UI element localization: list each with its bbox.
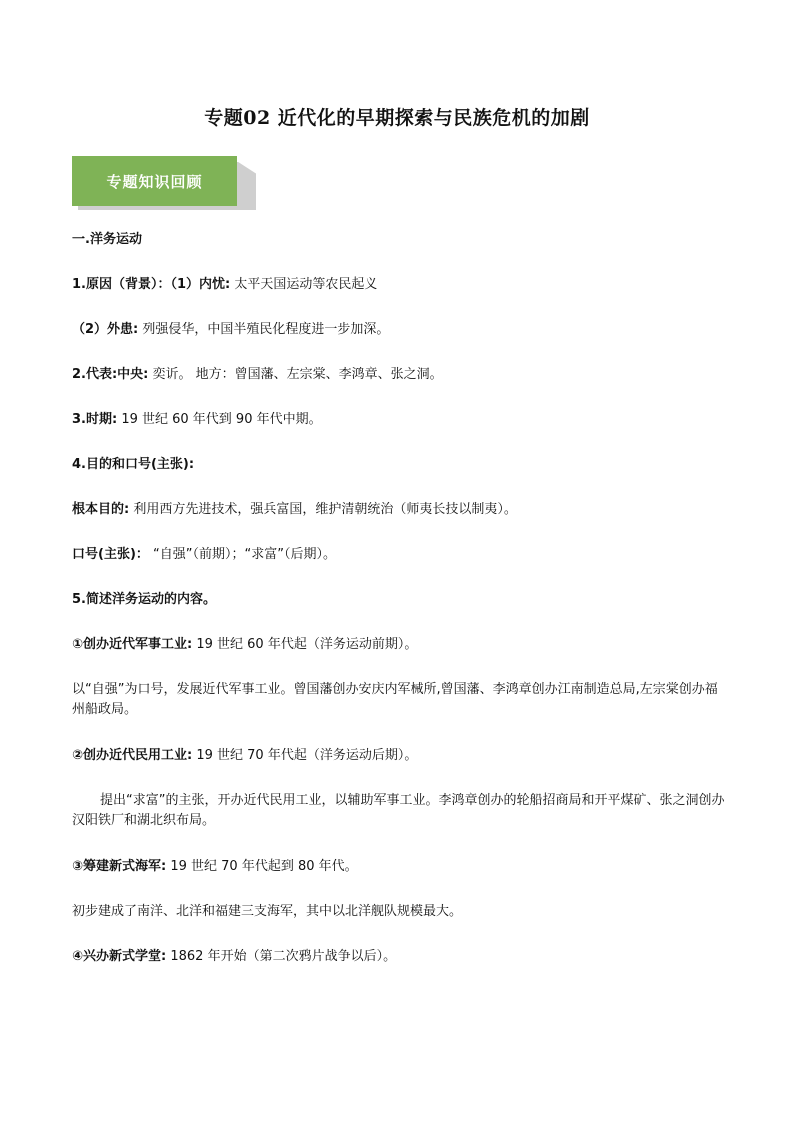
text-external: 列强侵华，中国半殖民化程度进一步加深。 (138, 322, 390, 337)
label-civil: ②创办近代民用工业: (72, 748, 193, 763)
para-civil-detail: 提出“求富”的主张，开办近代民用工业，以辅助军事工业。李鸿章创办的轮船招商局和开平煤矿、张之洞创办汉阳铁厂和湖北织布局。 (72, 793, 725, 828)
para-schools (72, 947, 726, 967)
label-period: 3.时期: (72, 412, 118, 427)
banner-label: 专题知识回顾 (106, 172, 203, 191)
label-military: ①创办近代军事工业: (72, 637, 193, 652)
para-cause (72, 275, 726, 295)
para-representatives (72, 365, 726, 385)
text-cause: 太平天国运动等农民起义 (230, 277, 378, 292)
para-external (72, 320, 726, 340)
text-schools: 1862 年开始（第二次鸦片战争以后）。 (166, 949, 397, 964)
label-representatives: 2.代表:中央: (72, 367, 149, 382)
text-navy: 19 世纪 70 年代起到 80 年代。 (166, 859, 358, 874)
text-period: 19 世纪 60 年代到 90 年代中期。 (117, 412, 322, 427)
text-purpose: 利用西方先进技术，强兵富国，维护清朝统治（师夷长技以制夷）。 (129, 502, 517, 517)
para-navy-detail: 初步建成了南洋、北洋和福建三支海军，其中以北洋舰队规模最大。 (72, 904, 463, 919)
label-navy: ③筹建新式海军: (72, 859, 167, 874)
para-purpose (72, 500, 726, 520)
para-military (72, 635, 726, 655)
text-representatives: 奕䜣。 地方：曾国藩、左宗棠、李鸿章、张之洞。 (148, 367, 443, 382)
section-banner (72, 156, 260, 212)
label-slogan: 口号(主张)： (72, 547, 149, 562)
label-purpose: 根本目的: (72, 502, 130, 517)
text-civil: 19 世纪 70 年代起（洋务运动后期）。 (192, 748, 418, 763)
heading-purpose: 4.目的和口号(主张): (72, 457, 195, 472)
text-military: 19 世纪 60 年代起（洋务运动前期）。 (192, 637, 418, 652)
para-military-detail: 以“自强”为口号，发展近代军事工业。曾国藩创办安庆内军械所,曾国藩、李鸿章创办江南制造总局,左宗棠创办福州船政局。 (72, 682, 718, 717)
para-slogan (72, 545, 726, 565)
text-slogan: “自强”（前期）；“求富”（后期）。 (148, 547, 336, 562)
para-period (72, 410, 726, 430)
heading-content: 5.简述洋务运动的内容。 (72, 592, 216, 607)
label-external: （2）外患: (72, 322, 139, 337)
banner-box (72, 156, 237, 206)
page-title: 专题02 近代化的早期探索与民族危机的加剧 (204, 107, 590, 129)
para-civil (72, 746, 726, 766)
section-heading-yangwu: 一.洋务运动 (72, 232, 142, 247)
label-schools: ④兴办新式学堂: (72, 949, 167, 964)
label-cause: 1.原因（背景）：（1）内忧: (72, 277, 231, 292)
document-body (72, 230, 726, 967)
para-navy (72, 857, 726, 877)
